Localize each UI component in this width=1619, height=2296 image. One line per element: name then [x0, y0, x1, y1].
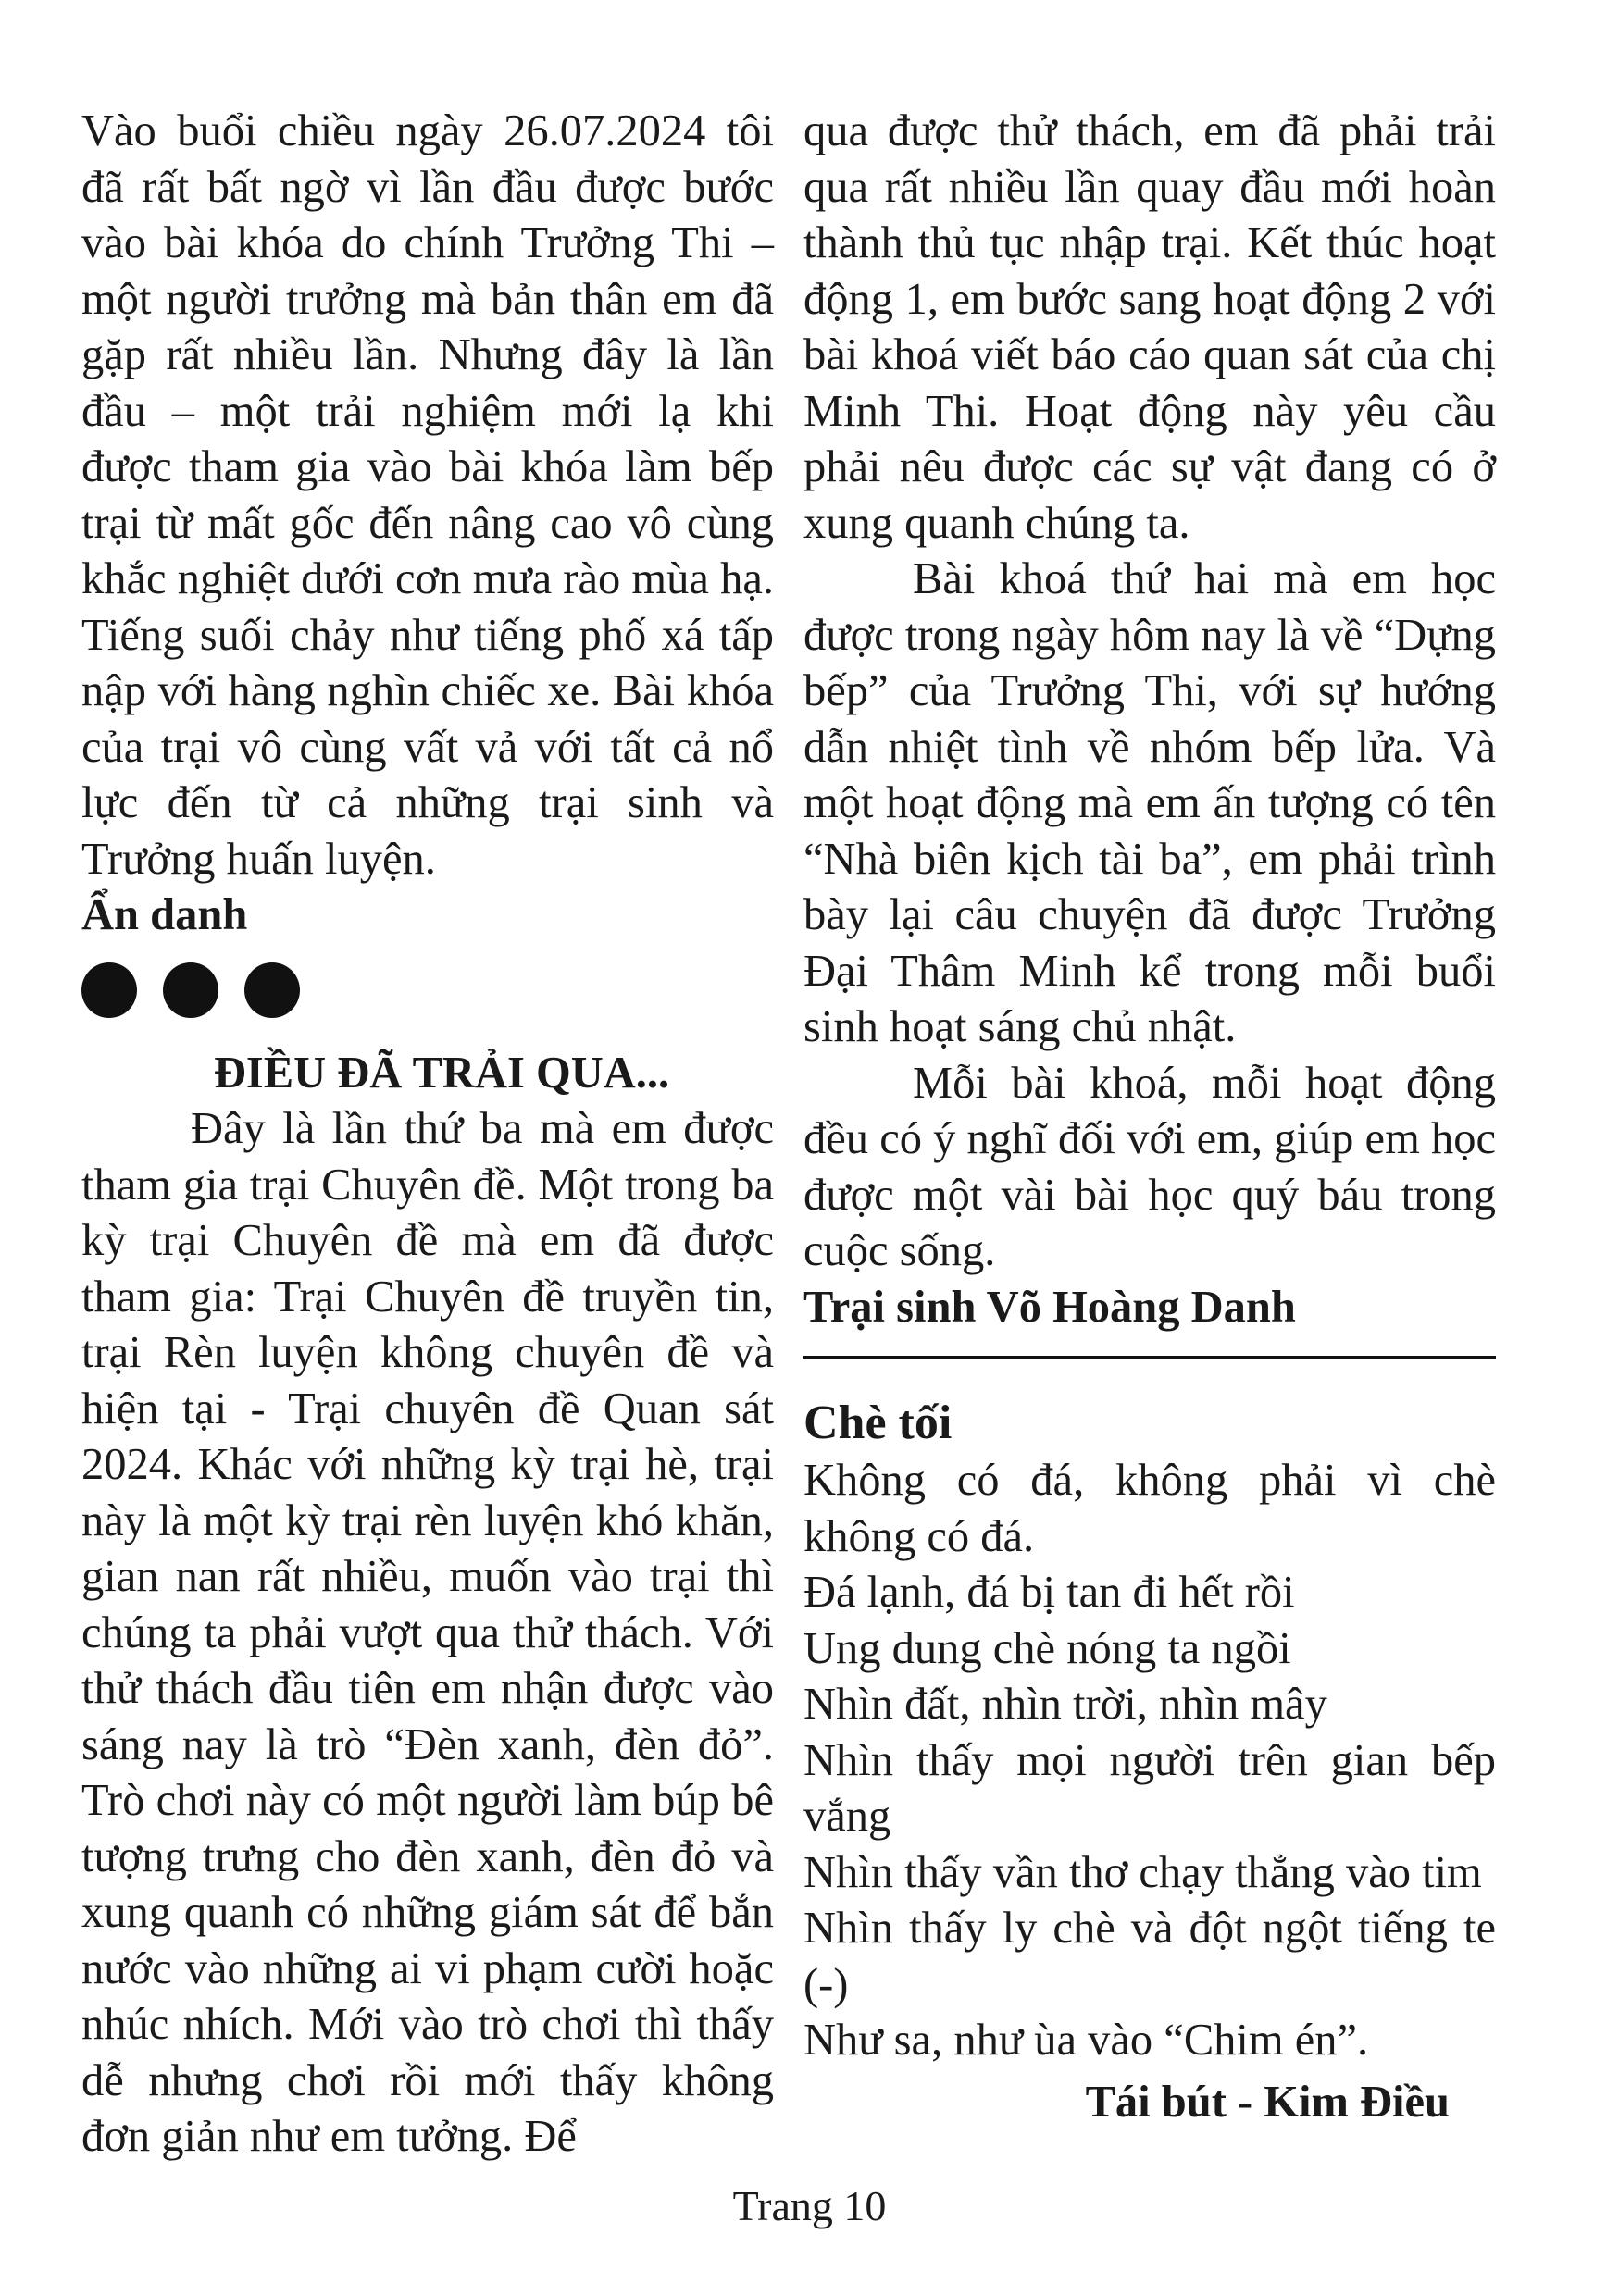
poem-line: Không có đá, không phải vì chè không có đá. — [803, 1456, 1496, 1561]
poem-line: Như sa, như ùa vào “Chim én”. — [803, 2016, 1369, 2065]
section-divider-dots — [81, 962, 774, 1018]
poem-line: Nhìn thấy vần thơ chạy thẳng vào tim — [803, 1847, 1482, 1897]
left-column — [81, 104, 774, 2166]
poem-body — [803, 1453, 1496, 2069]
dot-icon — [163, 962, 218, 1018]
intro-signature: Ẩn danh — [81, 890, 248, 939]
page-number: Trang 10 — [732, 2182, 887, 2229]
poem-title: Chè tối — [803, 1396, 953, 1449]
article-paragraph-3: Mỗi bài khoá, mỗi hoạt động đều có ý nghĩ đối với em, giúp em học được một vài bài học quý báu trong cuộc sống. — [803, 1058, 1496, 1275]
dot-icon — [244, 962, 300, 1018]
poem-line: Ung dung chè nóng ta ngồi — [803, 1623, 1291, 1673]
dot-icon — [81, 962, 137, 1018]
poem-line: Nhìn thấy ly chè và đột ngột tiếng te (-) — [803, 1904, 1496, 2009]
article-paragraph-2: Bài khoá thứ hai mà em học được trong ngày hôm nay là về “Dựng bếp” của Trưởng Thi, với sự hướng dẫn nhiệt tình về nhóm bếp lửa. Và một hoạt động mà em ấn tượng có tên “Nhà biên kịch tài ba”, em phải trình bày lại câu chuyện đã được Trưởng Đại Thâm Minh kể trong mỗi buổi sinh hoạt sáng chủ nhật. — [803, 554, 1496, 1051]
poem-line: Nhìn đất, nhìn trời, nhìn mây — [803, 1680, 1327, 1729]
right-column — [803, 104, 1496, 2130]
section-rule — [803, 1356, 1496, 1359]
intro-paragraph: Vào buổi chiều ngày 26.07.2024 tôi đã rất bất ngờ vì lần đầu được bước vào bài khóa do chính Trưởng Thi – một người trưởng mà bản thân em đã gặp rất nhiều lần. Nhưng đây là lần đầu – một trải nghiệm mới lạ khi được tham gia vào bài khóa làm bếp trại từ mất gốc đến nâng cao vô cùng khắc nghiệt dưới cơn mưa rào mùa hạ. Tiếng suối chảy như tiếng phố xá tấp nập với hàng nghìn chiếc xe. Bài khóa của trại vô cùng vất vả với tất cả nổ lực đến từ cả những trại sinh và Trưởng huấn luyện. — [81, 106, 774, 884]
poem-line: Nhìn thấy mọi người trên gian bếp vắng — [803, 1735, 1496, 1841]
article-signature: Trại sinh Võ Hoàng Danh — [803, 1282, 1296, 1332]
article-paragraph: Đây là lần thứ ba mà em được tham gia trại Chuyên đề. Một trong ba kỳ trại Chuyên đề mà em đã được tham gia: Trại Chuyên đề truyền tin, trại Rèn luyện không chuyên đề và hiện tại - Trại chuyên đề Quan sát 2024. Khác với những kỳ trại hè, trại này là một kỳ trại rèn luyện khó khăn, gian nan rất nhiều, muốn vào trại thì chúng ta phải vượt qua thử thách. Với thử thách đầu tiên em nhận được vào sáng nay là trò “Đèn xanh, đèn đỏ”. Trò chơi này có một người làm búp bê tượng trưng cho đèn xanh, đèn đỏ và xung quanh có những giám sát để bắn nước vào những ai vi phạm cười hoặc nhúc nhích. Mới vào trò chơi thì thấy dễ nhưng chơi rồi mới thấy không đơn giản như em tưởng. Để — [81, 1104, 774, 2161]
poem-line: Đá lạnh, đá bị tan đi hết rồi — [803, 1568, 1295, 1617]
poem-signature: Tái bút - Kim Điều — [1085, 2077, 1450, 2127]
article-heading: ĐIỀU ĐÃ TRẢI QUA... — [213, 1048, 670, 1098]
article-continuation: qua được thử thách, em đã phải trải qua rất nhiều lần quay đầu mới hoàn thành thủ tục nhập trại. Kết thúc hoạt động 1, em bước sang hoạt động 2 với bài khoá viết báo cáo quan sát của chị Minh Thi. Hoạt động này yêu cầu phải nêu được các sự vật đang có ở xung quanh chúng ta. — [803, 106, 1496, 548]
